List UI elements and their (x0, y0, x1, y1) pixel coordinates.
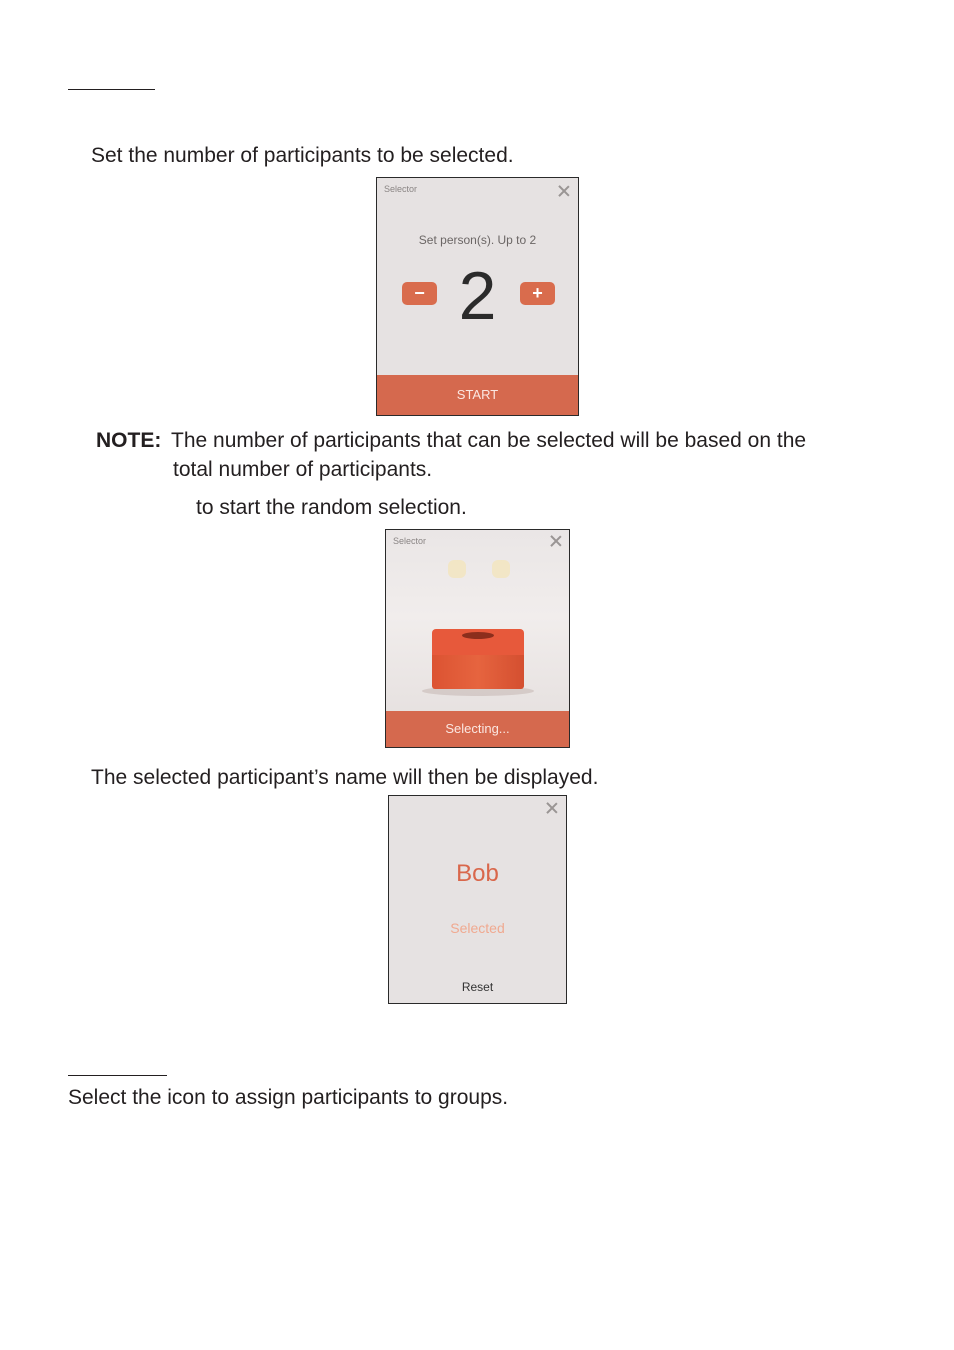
step-start-selection: to start the random selection. (196, 496, 467, 519)
dialog-title: Selector (384, 184, 418, 194)
step-result: The selected participant’s name will then be displayed. (91, 766, 599, 789)
selector-selecting-dialog (385, 529, 570, 748)
section-rule-top (68, 89, 155, 90)
selected-status: Selected (450, 920, 505, 936)
start-button[interactable]: START (377, 375, 578, 415)
close-icon[interactable] (550, 535, 562, 547)
group-instruction: Select the icon to assign participants to groups. (68, 1086, 509, 1109)
note-label: NOTE: (96, 429, 162, 452)
selecting-status-bar: Selecting... (386, 711, 569, 747)
selected-participant-name: Bob (456, 860, 499, 887)
selector-result-dialog (388, 795, 567, 1004)
participant-limit-prompt: Set person(s). Up to 2 (418, 233, 537, 247)
step-set-count: Set the number of participants to be selected. (91, 144, 514, 167)
section-rule-group (68, 1075, 167, 1076)
note-line-2: total number of participants. (173, 458, 433, 481)
reset-button[interactable]: Reset (461, 980, 494, 994)
floating-card-icon (492, 560, 510, 578)
dialog-title: Selector (393, 536, 427, 546)
ballot-box-slot (462, 632, 494, 639)
minus-icon[interactable]: − (402, 282, 437, 305)
note-line-1: The number of participants that can be selected will be based on the (171, 429, 807, 452)
close-icon[interactable] (558, 185, 570, 197)
participant-count: 2 (458, 258, 497, 334)
selector-set-dialog (376, 177, 579, 416)
close-icon[interactable] (546, 802, 558, 814)
floating-card-icon (448, 560, 466, 578)
plus-icon[interactable]: + (520, 282, 555, 305)
